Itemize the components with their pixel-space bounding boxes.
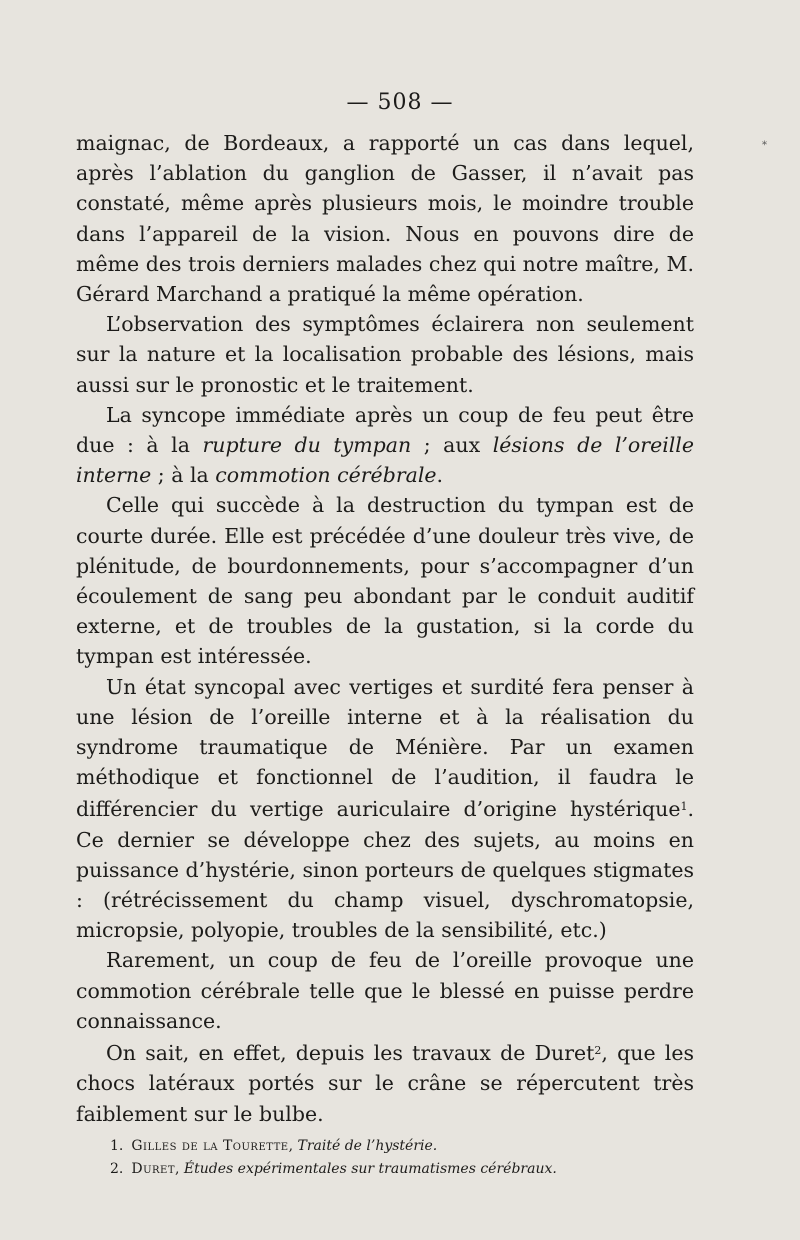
text-run: ; aux — [411, 433, 493, 458]
paragraph-4: Celle qui succède à la destruction du tympan est de courte durée. Elle est précédée d’une douleur très vive, de plénitude, de bourdonnements, pour s’accompagner d’un écoulement de sang peu abondant par le conduit auditif externe, et de troubles de la gustation, si la corde du tympan est intéressée. — [76, 493, 694, 669]
footnote-number: 1. — [110, 1138, 124, 1154]
footnote-separator: , — [175, 1161, 184, 1177]
text-run: , que les chocs latéraux portés sur le crâne se répercutent très faiblement sur le bulbe. — [76, 1041, 694, 1126]
text-run: . — [436, 463, 444, 488]
body-text — [76, 128, 694, 1129]
paragraph-5 — [76, 672, 694, 946]
footnote-number: 2. — [110, 1161, 124, 1177]
page-number: — 508 — — [346, 90, 454, 115]
footnote-2 — [110, 1158, 710, 1181]
paragraph-1: maignac, de Bordeaux, a rapporté un cas dans lequel, après l’ablation du ganglion de Gasser, il n’avait pas constaté, même après plusieurs mois, le moindre trouble dans l’appareil de la vision. Nous en pouvons dire de même des trois derniers malades chez qui notre maître, M. Gérard Marchand a pratiqué la même opération. — [76, 131, 694, 307]
paragraph-7 — [76, 1036, 694, 1129]
text-run: On sait, en effet, depuis les travaux de Duret — [106, 1041, 595, 1066]
text-run: La syncope immédiate après un coup de feu peut être due : à la — [76, 402, 694, 458]
footnote-1 — [110, 1135, 710, 1158]
footnote-ref-2: 2 — [594, 1044, 602, 1058]
footnote-ref-1: 1 — [680, 800, 688, 814]
margin-mark: * — [762, 140, 767, 151]
paragraph-6: Rarement, un coup de feu de l’oreille provoque une commotion cérébrale telle que le blessé en puisse perdre connaissance. — [76, 948, 694, 1033]
text-run: . Ce dernier se développe chez des sujets, au moins en puissance d’hystérie, sinon porteurs de quelques stigmates : (rétrécissement du champ visuel, dyschromatopsie, micropsie, polyopie, troubles de la sensibilité, etc.) — [76, 797, 694, 943]
italic-term-lesions: lésions de l’oreille interne — [76, 433, 694, 488]
footnote-title: Études expérimentales sur traumatismes cérébraux. — [183, 1161, 557, 1177]
text-run: Un état syncopal avec vertiges et surdité fera penser à une lésion de l’oreille interne et à la réalisation du syndrome traumatique de Ménière. Par un examen méthodique et fonctionnel de l’audition, il faudra le différencier du vertige auriculaire d’origine hystérique — [76, 674, 694, 822]
italic-term-rupture: rupture du tympan — [202, 433, 412, 458]
footnotes — [110, 1135, 710, 1181]
text-run: ; à la — [151, 463, 216, 488]
footnote-author: Duret — [131, 1161, 176, 1177]
footnote-title: Traité de l’hystérie. — [297, 1138, 438, 1154]
footnote-separator: , — [288, 1138, 298, 1154]
paragraph-3 — [76, 400, 694, 491]
paragraph-2: L’observation des symptômes éclairera non seulement sur la nature et la localisation probable des lésions, mais aussi sur le pronostic et le traitement. — [76, 312, 694, 397]
footnote-author: Gilles de la Tourette — [131, 1138, 289, 1154]
italic-term-commotion: commotion cérébrale — [215, 463, 437, 488]
